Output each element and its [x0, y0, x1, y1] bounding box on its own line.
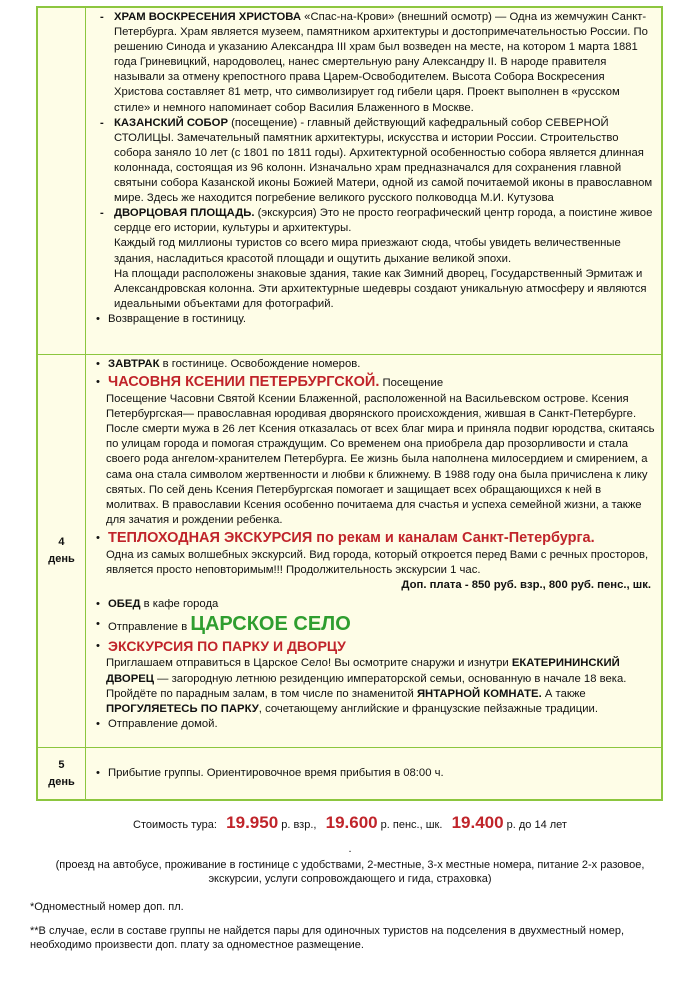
- price-child-unit: р. до 14 лет: [503, 819, 567, 831]
- park-text-2: — загородную летнюю резиденцию императорской семьи, основанную в начале 18 века. Пройдёте по парадным залам, в том числе по знаменитой: [106, 672, 627, 700]
- day5-word: день: [48, 775, 75, 788]
- boat-tour-price: Доп. плата - 850 руб. взр., 800 руб. пенс., шк.: [401, 579, 651, 592]
- day4-label-cell: [38, 355, 86, 747]
- day3-label-cell: [38, 8, 86, 354]
- breakfast-item: [94, 357, 655, 372]
- return-hotel-text: Возвращение в гостиницу.: [108, 312, 246, 325]
- park-text-1: Приглашаем отправиться в Царское Село! Вы осмотрите снаружи и изнутри: [106, 657, 512, 670]
- boat-tour-description: Одна из самых волшебных экскурсий. Вид города, который откроется перед Вами с речных просторов, является просто неповторимым!!! Продолжительность экскурсии 1 час.: [106, 548, 649, 577]
- price-label: Стоимость тура:: [133, 819, 217, 831]
- price-child: 19.400: [451, 813, 504, 832]
- dash-marker: -: [100, 116, 104, 129]
- separator-dot: .: [348, 843, 352, 855]
- bullet-marker: •: [96, 766, 100, 779]
- departure-tsarskoe-item: [94, 612, 655, 637]
- bullet-marker: •: [96, 618, 100, 631]
- park-text-4: , сочетающему английские и французские пейзажные традиции.: [258, 702, 598, 715]
- bullet-marker: •: [96, 640, 100, 653]
- lunch-label: ОБЕД: [108, 598, 141, 611]
- departure-home-text: Отправление домой.: [108, 717, 218, 730]
- day5-label-cell: [38, 748, 86, 799]
- price-pensioner: 19.600: [325, 813, 378, 832]
- day4-content: [86, 355, 661, 747]
- return-hotel-item: [94, 312, 655, 327]
- single-room-note: *Одноместный номер доп. пл.: [30, 901, 184, 913]
- bullet-marker: •: [96, 376, 100, 389]
- chapel-title: ЧАСОВНЯ КСЕНИИ ПЕТЕРБУРГСКОЙ.: [108, 374, 380, 391]
- catherine-palace: ЕКАТЕРИНИНСКИЙ ДВОРЕЦ: [106, 657, 620, 685]
- pair-note: **В случае, если в составе группы не найдется пары для одиночных туристов на подселения в двухместный номер, необходимо произвести доп. плату за одноместное размещение.: [30, 925, 625, 951]
- breakfast-text: в гостинице. Освобождение номеров.: [159, 358, 361, 370]
- temple-resurrection-title: ХРАМ ВОСКРЕСЕНИЯ ХРИСТОВА: [114, 11, 302, 23]
- kazan-cathedral-item: [94, 116, 655, 207]
- lunch-item: [94, 597, 655, 612]
- bullet-marker: •: [96, 598, 100, 611]
- chapel-item: [94, 372, 655, 392]
- dash-marker: -: [100, 11, 104, 23]
- palace-square-paragraph-2: На площади расположены знаковые здания, такие как Зимний дворец, Государственный Эрмитаж и Александровская колонна. Эти архитектурные шедевры создают уникальную атмосферу и являются идеальными объектами для фотографий.: [114, 267, 647, 310]
- departure-text: Отправление в: [108, 621, 191, 634]
- tsarskoe-selo-title: ЦАРСКОЕ СЕЛО: [190, 613, 351, 636]
- day3-content: [86, 8, 661, 354]
- price-adult: 19.950: [226, 813, 279, 832]
- day5-number: 5: [58, 758, 65, 771]
- price-includes-note: (проезд на автобусе, проживание в гостинице с удобствами, 2-местные, 3-х местные номера, питание 2-х разовое, экскурсии, услуги сопровождающего и гида, страховка): [55, 859, 645, 885]
- day3-row: [38, 8, 661, 354]
- boat-tour-item: [94, 528, 655, 548]
- palace-square-text: (экскурсия) Это не просто географический центр города, а поистине живое сердце его истории, культуры и архитектуры.: [114, 207, 653, 235]
- palace-square-item: [94, 206, 655, 236]
- kazan-cathedral-title: КАЗАНСКИЙ СОБОР: [114, 116, 228, 129]
- bullet-marker: •: [96, 358, 100, 370]
- day4-number: 4: [58, 536, 65, 548]
- park-tour-item: [94, 637, 655, 656]
- kazan-cathedral-text: (посещение) - главный действующий кафедральный собор СЕВЕРНОЙ СТОЛИЦЫ. Замечательный памятник архитектуры, искусства и истории России. Строительство собора заняло 10 лет (с 1801 по 1811 годы). Архитектурной особенностью собора является длинная колоннада, состоящая из 96 колонн. Изначально храм предназначался для сохранения главной святыни собора Казанской иконы Божией Матери, одной из самой почитаемой иконы в православном мире. Здесь же находится погребение великого русского полководца М.И. Кутузова: [114, 116, 653, 205]
- chapel-suffix: Посещение: [379, 377, 444, 390]
- day4-row: [38, 354, 661, 747]
- dash-marker: -: [100, 207, 104, 220]
- chapel-description: Посещение Часовни Святой Ксении Блаженной, расположенной на Васильевском острове. Ксения Петербургская— православная юродивая дворянского происхождения, жившая в Санкт-Петербурге. После смерти мужа в 26 лет Ксения отказалась от всех благ мира и приняла подвиг юродства, скитаясь по улицам города и помогая страждущим. Со временем она приобрела дар прозорливости и стала своего рода ангелом-хранителем Петербурга. Ее жизнь была наполнена милосердием и смирением, а сама она стала символом жертвенности и любви к ближнему. В 1988 году она была причислена к лику святых. По сей день Ксения Петербургская помогает и защищает всех обращающихся к ней в молитвах. В православии Ксения особенно почитаема для счастья и успеха семейной жизни, а также для зачатия и рождении ребенка.: [106, 393, 655, 526]
- day5-row: [38, 747, 661, 799]
- park-walk: ПРОГУЛЯЕТЕСЬ ПО ПАРКУ: [106, 702, 259, 715]
- arrival-text: Прибытие группы. Ориентировочное время прибытия в 08:00 ч.: [108, 766, 444, 779]
- breakfast-label: ЗАВТРАК: [108, 358, 160, 370]
- temple-resurrection-item: [94, 10, 655, 116]
- palace-square-paragraph-1: Каждый год миллионы туристов со всего мира приезжают сюда, чтобы увидеть величественные здания, насладиться красотой площади и ощутить дыхание великой эпохи.: [114, 237, 621, 265]
- day4-word: день: [48, 553, 75, 565]
- amber-room: ЯНТАРНОЙ КОМНАТЕ.: [416, 687, 542, 700]
- palace-square-title: ДВОРЦОВАЯ ПЛОЩАДЬ.: [114, 207, 255, 220]
- park-text-3: А также: [541, 687, 586, 700]
- day5-content: [86, 748, 661, 799]
- arrival-item: [94, 766, 444, 781]
- price-adult-unit: р. взр.,: [278, 819, 317, 831]
- itinerary-table: [36, 6, 663, 801]
- departure-home-item: [94, 717, 655, 732]
- park-tour-title: ЭКСКУРСИЯ ПО ПАРКУ И ДВОРЦУ: [108, 638, 346, 655]
- price-pensioner-unit: р. пенс., шк.: [377, 819, 443, 831]
- lunch-text: в кафе города: [140, 598, 219, 611]
- bullet-marker: •: [96, 717, 100, 730]
- bullet-marker: •: [96, 531, 100, 544]
- boat-tour-title: ТЕПЛОХОДНАЯ ЭКСКУРСИЯ по рекам и каналам Санкт-Петербурга.: [108, 529, 595, 546]
- park-tour-description: [94, 656, 655, 716]
- bullet-marker: •: [96, 312, 100, 325]
- tour-price-line: [0, 813, 700, 832]
- temple-resurrection-text: «Спас-на-Крови» (внешний осмотр) — Одна из жемчужин Санкт-Петербурга. Храм является музеем, памятником архитектуры и достопримечательностью России. По решению Синода и указанию Александра III храм был возведен на месте, на котором 1 марта 1881 года Гриневицкий, народоволец, нанес смертельную рану Александру II. В народе правителя называли за отмену крепостного права Царем-Освободителем. Высота Собора Воскресения Христова составляет 81 метр, что символизирует год гибели царя. Проект выполнен в «русском стиле» и немного напоминает собор Василия Блаженного в Москве.: [114, 11, 648, 114]
